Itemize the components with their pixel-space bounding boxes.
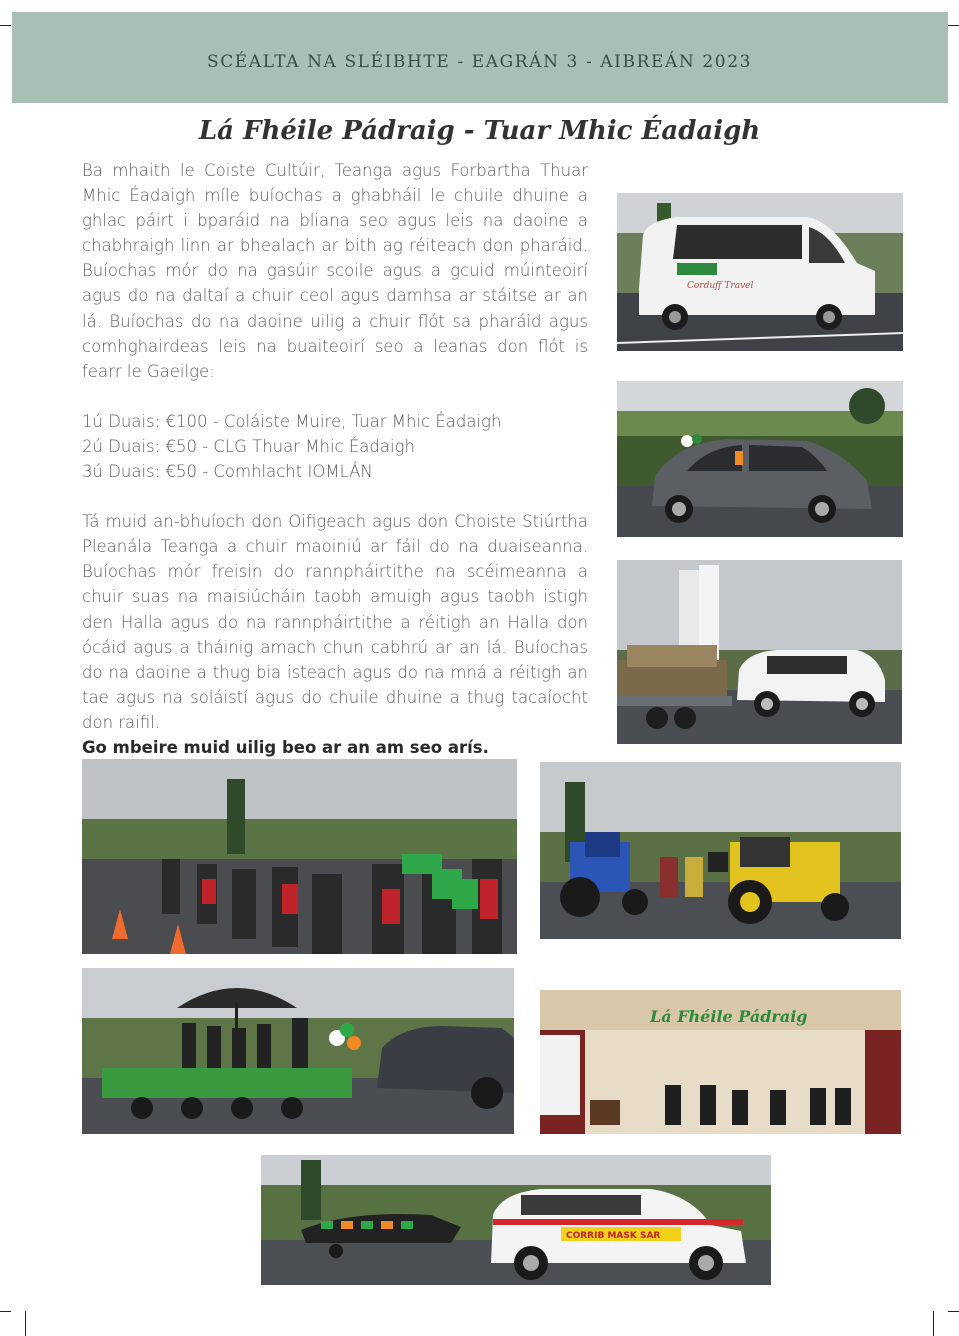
crop-mark xyxy=(948,1311,959,1312)
photo-minibus xyxy=(617,193,903,351)
article-title: Lá Fhéile Pádraig - Tuar Mhic Éadaigh xyxy=(198,116,761,146)
closing-line: Go mbeire muid uilig beo ar an am seo arís. xyxy=(82,737,489,757)
paragraph-thanks: Ba mhaith le Coiste Cultúir, Teanga agus Forbartha Thuar Mhic Éadaigh míle buíochas a ghabháil le chuile dhuine a ghlac páirt i bparáid na bliana seo agus leis na daoine a chabhraigh linn ar bhealach ar bith ag réiteach don pharáid. Buíochas mór do na gasúir scoile agus a gcuid múinteoirí agus do na daltaí a chuir ceol agus damhsa ar stáitse ar an lá. Buíochas do na daoine uilig a chuir flót sa pharáid agus comhghairdeas leis na buaiteoirí seo a leanas don flót is fearr le Gaeilge: xyxy=(82,161,588,381)
prize-third: 3ú Duais: €50 - Comhlacht IOMLÁN xyxy=(82,462,373,482)
photo-tractors xyxy=(540,762,901,939)
article-body xyxy=(82,158,588,760)
newsletter-header: SCÉALTA NA SLÉIBHTE - EAGRÁN 3 - AIBREÁN 2023 xyxy=(206,52,753,72)
photo-grey-car xyxy=(617,381,903,537)
crop-mark xyxy=(0,25,11,26)
photo-school-parade xyxy=(82,759,517,954)
photo-hall-stage xyxy=(540,990,901,1134)
photo-jeep-trailer xyxy=(617,560,902,744)
paragraph-funding: Tá muid an-bhuíoch don Oifigeach agus don Choiste Stiúrtha Pleanála Teanga a chuir maoiniú ar fáil do na duaiseanna. Buíochas mór freisin do rannpháirtithe na scéimeanna a chuir suas na maisiúcháin taobh amuigh agus taobh istigh den Halla agus do na rannpháirtithe a réitigh an Halla don ócáid agus a tháinig amach chun cabhrú ar an lá. Buíochas do na daoine a thug bia isteach agus do na mná a réitigh an tae agus na soláistí agus do chuile dhuine a thug tacaíocht don raifil. xyxy=(82,512,588,732)
photo-float-umbrella xyxy=(82,968,514,1134)
prize-second: 2ú Duais: €50 - CLG Thuar Mhic Éadaigh xyxy=(82,436,415,456)
crop-mark xyxy=(933,1311,934,1336)
crop-mark xyxy=(25,1311,26,1336)
crop-mark xyxy=(0,1311,11,1312)
crop-mark xyxy=(948,25,959,26)
rescue-vehicle-text: CORRIB MASK SAR xyxy=(566,1231,661,1241)
photo-rescue-vehicle xyxy=(261,1155,771,1285)
prize-first: 1ú Duais: €100 - Coláiste Muire, Tuar Mhic Éadaigh xyxy=(82,411,502,431)
minibus-logo-text: Corduff Travel xyxy=(687,281,754,291)
stage-banner-text: Lá Fhéile Pádraig xyxy=(650,1007,808,1026)
